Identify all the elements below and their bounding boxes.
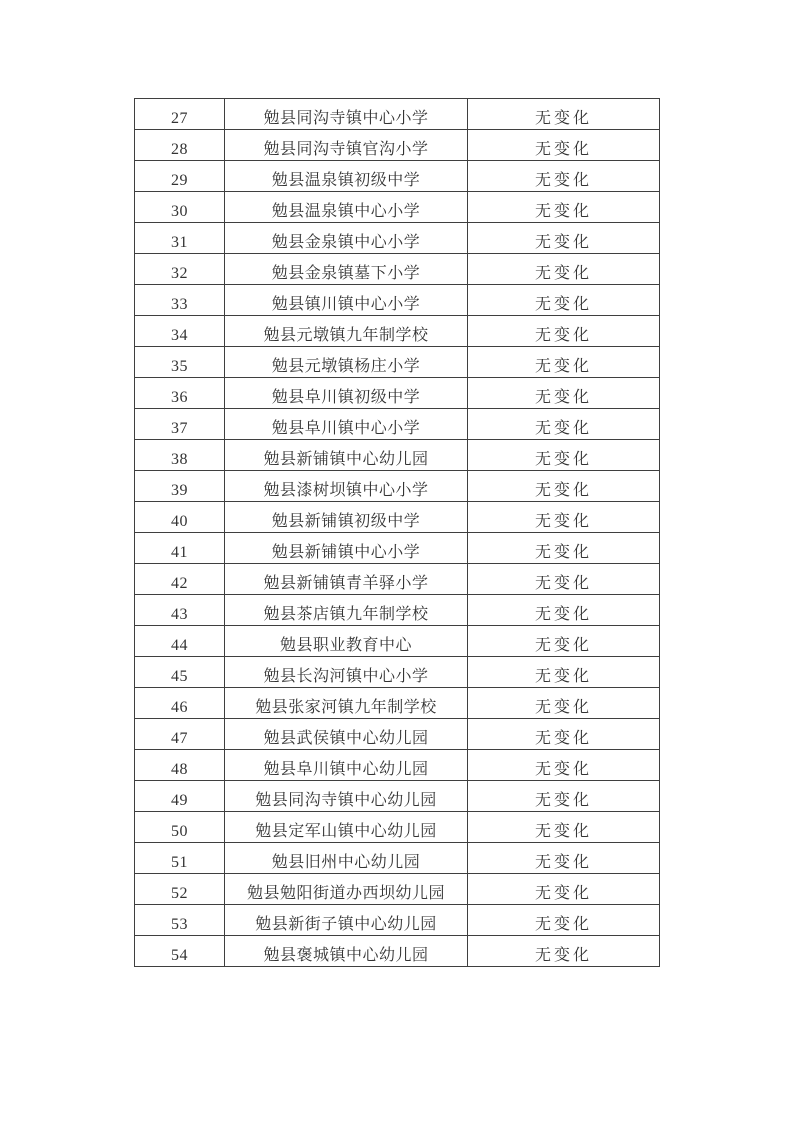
- status-cell: [468, 502, 660, 533]
- status-cell: [468, 99, 660, 130]
- status-cell: [468, 130, 660, 161]
- table-body: [135, 99, 660, 967]
- row-number-cell: [135, 843, 225, 874]
- row-number: 41: [171, 544, 188, 561]
- row-number-cell: [135, 936, 225, 967]
- school-name: 勉县新街子镇中心幼儿园: [255, 916, 437, 933]
- table-row: [135, 936, 660, 967]
- table-row: [135, 502, 660, 533]
- row-number: 51: [171, 854, 188, 871]
- row-number: 37: [171, 420, 188, 437]
- table-row: [135, 254, 660, 285]
- status-text: 无变化: [534, 358, 592, 375]
- school-name-cell: [225, 223, 468, 254]
- status-cell: [468, 812, 660, 843]
- status-cell: [468, 161, 660, 192]
- school-name: 勉县褒城镇中心幼儿园: [263, 947, 429, 964]
- row-number-cell: [135, 285, 225, 316]
- row-number-cell: [135, 99, 225, 130]
- table-row: [135, 440, 660, 471]
- school-name: 勉县同沟寺镇官沟小学: [263, 141, 429, 158]
- status-text: 无变化: [534, 482, 592, 499]
- school-name: 勉县张家河镇九年制学校: [255, 699, 437, 716]
- row-number: 34: [171, 327, 188, 344]
- school-name-cell: [225, 99, 468, 130]
- status-text: 无变化: [534, 761, 592, 778]
- status-cell: [468, 254, 660, 285]
- row-number: 27: [171, 110, 188, 127]
- row-number: 46: [171, 699, 188, 716]
- school-change-table: [134, 98, 660, 967]
- row-number-cell: [135, 564, 225, 595]
- table-row: [135, 99, 660, 130]
- school-name: 勉县同沟寺镇中心幼儿园: [255, 792, 437, 809]
- status-cell: [468, 905, 660, 936]
- school-name-cell: [225, 657, 468, 688]
- row-number: 53: [171, 916, 188, 933]
- status-text: 无变化: [534, 110, 592, 127]
- row-number: 38: [171, 451, 188, 468]
- row-number-cell: [135, 874, 225, 905]
- row-number: 45: [171, 668, 188, 685]
- status-text: 无变化: [534, 420, 592, 437]
- status-text: 无变化: [534, 296, 592, 313]
- status-text: 无变化: [534, 265, 592, 282]
- status-cell: [468, 223, 660, 254]
- status-cell: [468, 564, 660, 595]
- school-name-cell: [225, 440, 468, 471]
- row-number-cell: [135, 595, 225, 626]
- table-row: [135, 595, 660, 626]
- status-text: 无变化: [534, 730, 592, 747]
- school-name: 勉县职业教育中心: [279, 637, 412, 654]
- school-name-cell: [225, 626, 468, 657]
- school-name-cell: [225, 161, 468, 192]
- school-name: 勉县新铺镇中心幼儿园: [263, 451, 429, 468]
- status-text: 无变化: [534, 885, 592, 902]
- table-row: [135, 719, 660, 750]
- row-number: 36: [171, 389, 188, 406]
- school-name-cell: [225, 347, 468, 378]
- school-name-cell: [225, 688, 468, 719]
- row-number-cell: [135, 316, 225, 347]
- row-number: 42: [171, 575, 188, 592]
- school-name-cell: [225, 781, 468, 812]
- status-text: 无变化: [534, 947, 592, 964]
- row-number-cell: [135, 533, 225, 564]
- status-text: 无变化: [534, 792, 592, 809]
- status-cell: [468, 533, 660, 564]
- status-cell: [468, 316, 660, 347]
- status-text: 无变化: [534, 327, 592, 344]
- row-number-cell: [135, 347, 225, 378]
- school-name-cell: [225, 192, 468, 223]
- status-text: 无变化: [534, 668, 592, 685]
- status-cell: [468, 192, 660, 223]
- row-number-cell: [135, 688, 225, 719]
- school-name: 勉县阜川镇中心小学: [271, 420, 421, 437]
- school-name-cell: [225, 316, 468, 347]
- status-text: 无变化: [534, 854, 592, 871]
- row-number-cell: [135, 657, 225, 688]
- school-name-cell: [225, 874, 468, 905]
- status-text: 无变化: [534, 451, 592, 468]
- school-name-cell: [225, 812, 468, 843]
- row-number: 49: [171, 792, 188, 809]
- table-row: [135, 130, 660, 161]
- table-row: [135, 750, 660, 781]
- row-number-cell: [135, 812, 225, 843]
- status-text: 无变化: [534, 203, 592, 220]
- row-number: 43: [171, 606, 188, 623]
- school-name-cell: [225, 750, 468, 781]
- status-text: 无变化: [534, 544, 592, 561]
- status-cell: [468, 471, 660, 502]
- table-row: [135, 657, 660, 688]
- row-number: 54: [171, 947, 188, 964]
- school-name-cell: [225, 564, 468, 595]
- status-text: 无变化: [534, 823, 592, 840]
- table-row: [135, 409, 660, 440]
- school-name: 勉县镇川镇中心小学: [271, 296, 421, 313]
- school-name-cell: [225, 285, 468, 316]
- row-number-cell: [135, 130, 225, 161]
- table-row: [135, 843, 660, 874]
- status-cell: [468, 409, 660, 440]
- table-row: [135, 347, 660, 378]
- row-number: 47: [171, 730, 188, 747]
- school-name: 勉县勉阳街道办西坝幼儿园: [246, 885, 445, 902]
- school-name: 勉县同沟寺镇中心小学: [263, 110, 429, 127]
- status-text: 无变化: [534, 916, 592, 933]
- row-number: 52: [171, 885, 188, 902]
- status-cell: [468, 843, 660, 874]
- school-name: 勉县阜川镇中心幼儿园: [263, 761, 429, 778]
- school-name-cell: [225, 843, 468, 874]
- row-number: 48: [171, 761, 188, 778]
- school-name-cell: [225, 471, 468, 502]
- school-name-cell: [225, 409, 468, 440]
- row-number-cell: [135, 471, 225, 502]
- table-row: [135, 316, 660, 347]
- school-name: 勉县温泉镇初级中学: [271, 172, 421, 189]
- table-row: [135, 223, 660, 254]
- row-number: 40: [171, 513, 188, 530]
- school-name: 勉县长沟河镇中心小学: [263, 668, 429, 685]
- school-name-cell: [225, 595, 468, 626]
- table-row: [135, 285, 660, 316]
- school-name: 勉县温泉镇中心小学: [271, 203, 421, 220]
- row-number-cell: [135, 750, 225, 781]
- row-number-cell: [135, 905, 225, 936]
- status-cell: [468, 440, 660, 471]
- school-name: 勉县漆树坝镇中心小学: [263, 482, 429, 499]
- school-name: 勉县旧州中心幼儿园: [271, 854, 421, 871]
- school-name: 勉县金泉镇墓下小学: [271, 265, 421, 282]
- status-cell: [468, 750, 660, 781]
- school-name-cell: [225, 254, 468, 285]
- row-number-cell: [135, 223, 225, 254]
- row-number: 31: [171, 234, 188, 251]
- status-cell: [468, 688, 660, 719]
- row-number: 35: [171, 358, 188, 375]
- table-row: [135, 378, 660, 409]
- row-number: 29: [171, 172, 188, 189]
- status-text: 无变化: [534, 513, 592, 530]
- school-name: 勉县新铺镇青羊驿小学: [263, 575, 429, 592]
- status-text: 无变化: [534, 699, 592, 716]
- row-number: 28: [171, 141, 188, 158]
- row-number-cell: [135, 192, 225, 223]
- row-number-cell: [135, 409, 225, 440]
- table-row: [135, 626, 660, 657]
- row-number-cell: [135, 626, 225, 657]
- school-name: 勉县新铺镇中心小学: [271, 544, 421, 561]
- school-name-cell: [225, 130, 468, 161]
- school-name-cell: [225, 378, 468, 409]
- school-name: 勉县定军山镇中心幼儿园: [255, 823, 437, 840]
- row-number: 33: [171, 296, 188, 313]
- status-text: 无变化: [534, 637, 592, 654]
- status-cell: [468, 657, 660, 688]
- row-number: 44: [171, 637, 188, 654]
- status-cell: [468, 936, 660, 967]
- table-row: [135, 564, 660, 595]
- school-name: 勉县金泉镇中心小学: [271, 234, 421, 251]
- row-number: 50: [171, 823, 188, 840]
- status-cell: [468, 781, 660, 812]
- row-number: 30: [171, 203, 188, 220]
- school-name-cell: [225, 533, 468, 564]
- row-number-cell: [135, 440, 225, 471]
- table-row: [135, 161, 660, 192]
- status-text: 无变化: [534, 234, 592, 251]
- status-cell: [468, 347, 660, 378]
- school-name: 勉县武侯镇中心幼儿园: [263, 730, 429, 747]
- table-row: [135, 688, 660, 719]
- status-cell: [468, 626, 660, 657]
- row-number-cell: [135, 161, 225, 192]
- school-name: 勉县阜川镇初级中学: [271, 389, 421, 406]
- table-row: [135, 812, 660, 843]
- row-number-cell: [135, 378, 225, 409]
- school-name: 勉县新铺镇初级中学: [271, 513, 421, 530]
- status-cell: [468, 719, 660, 750]
- row-number-cell: [135, 781, 225, 812]
- school-name-cell: [225, 719, 468, 750]
- school-name: 勉县元墩镇杨庄小学: [271, 358, 421, 375]
- school-name: 勉县元墩镇九年制学校: [263, 327, 429, 344]
- status-text: 无变化: [534, 389, 592, 406]
- table-row: [135, 781, 660, 812]
- table-row: [135, 905, 660, 936]
- school-name-cell: [225, 502, 468, 533]
- table-row: [135, 471, 660, 502]
- status-text: 无变化: [534, 575, 592, 592]
- status-cell: [468, 285, 660, 316]
- table-row: [135, 533, 660, 564]
- status-text: 无变化: [534, 141, 592, 158]
- status-text: 无变化: [534, 606, 592, 623]
- table-row: [135, 192, 660, 223]
- row-number-cell: [135, 254, 225, 285]
- status-cell: [468, 595, 660, 626]
- school-name-cell: [225, 905, 468, 936]
- school-name-cell: [225, 936, 468, 967]
- status-text: 无变化: [534, 172, 592, 189]
- status-cell: [468, 874, 660, 905]
- status-cell: [468, 378, 660, 409]
- row-number: 32: [171, 265, 188, 282]
- row-number: 39: [171, 482, 188, 499]
- table-row: [135, 874, 660, 905]
- school-name: 勉县茶店镇九年制学校: [263, 606, 429, 623]
- row-number-cell: [135, 719, 225, 750]
- row-number-cell: [135, 502, 225, 533]
